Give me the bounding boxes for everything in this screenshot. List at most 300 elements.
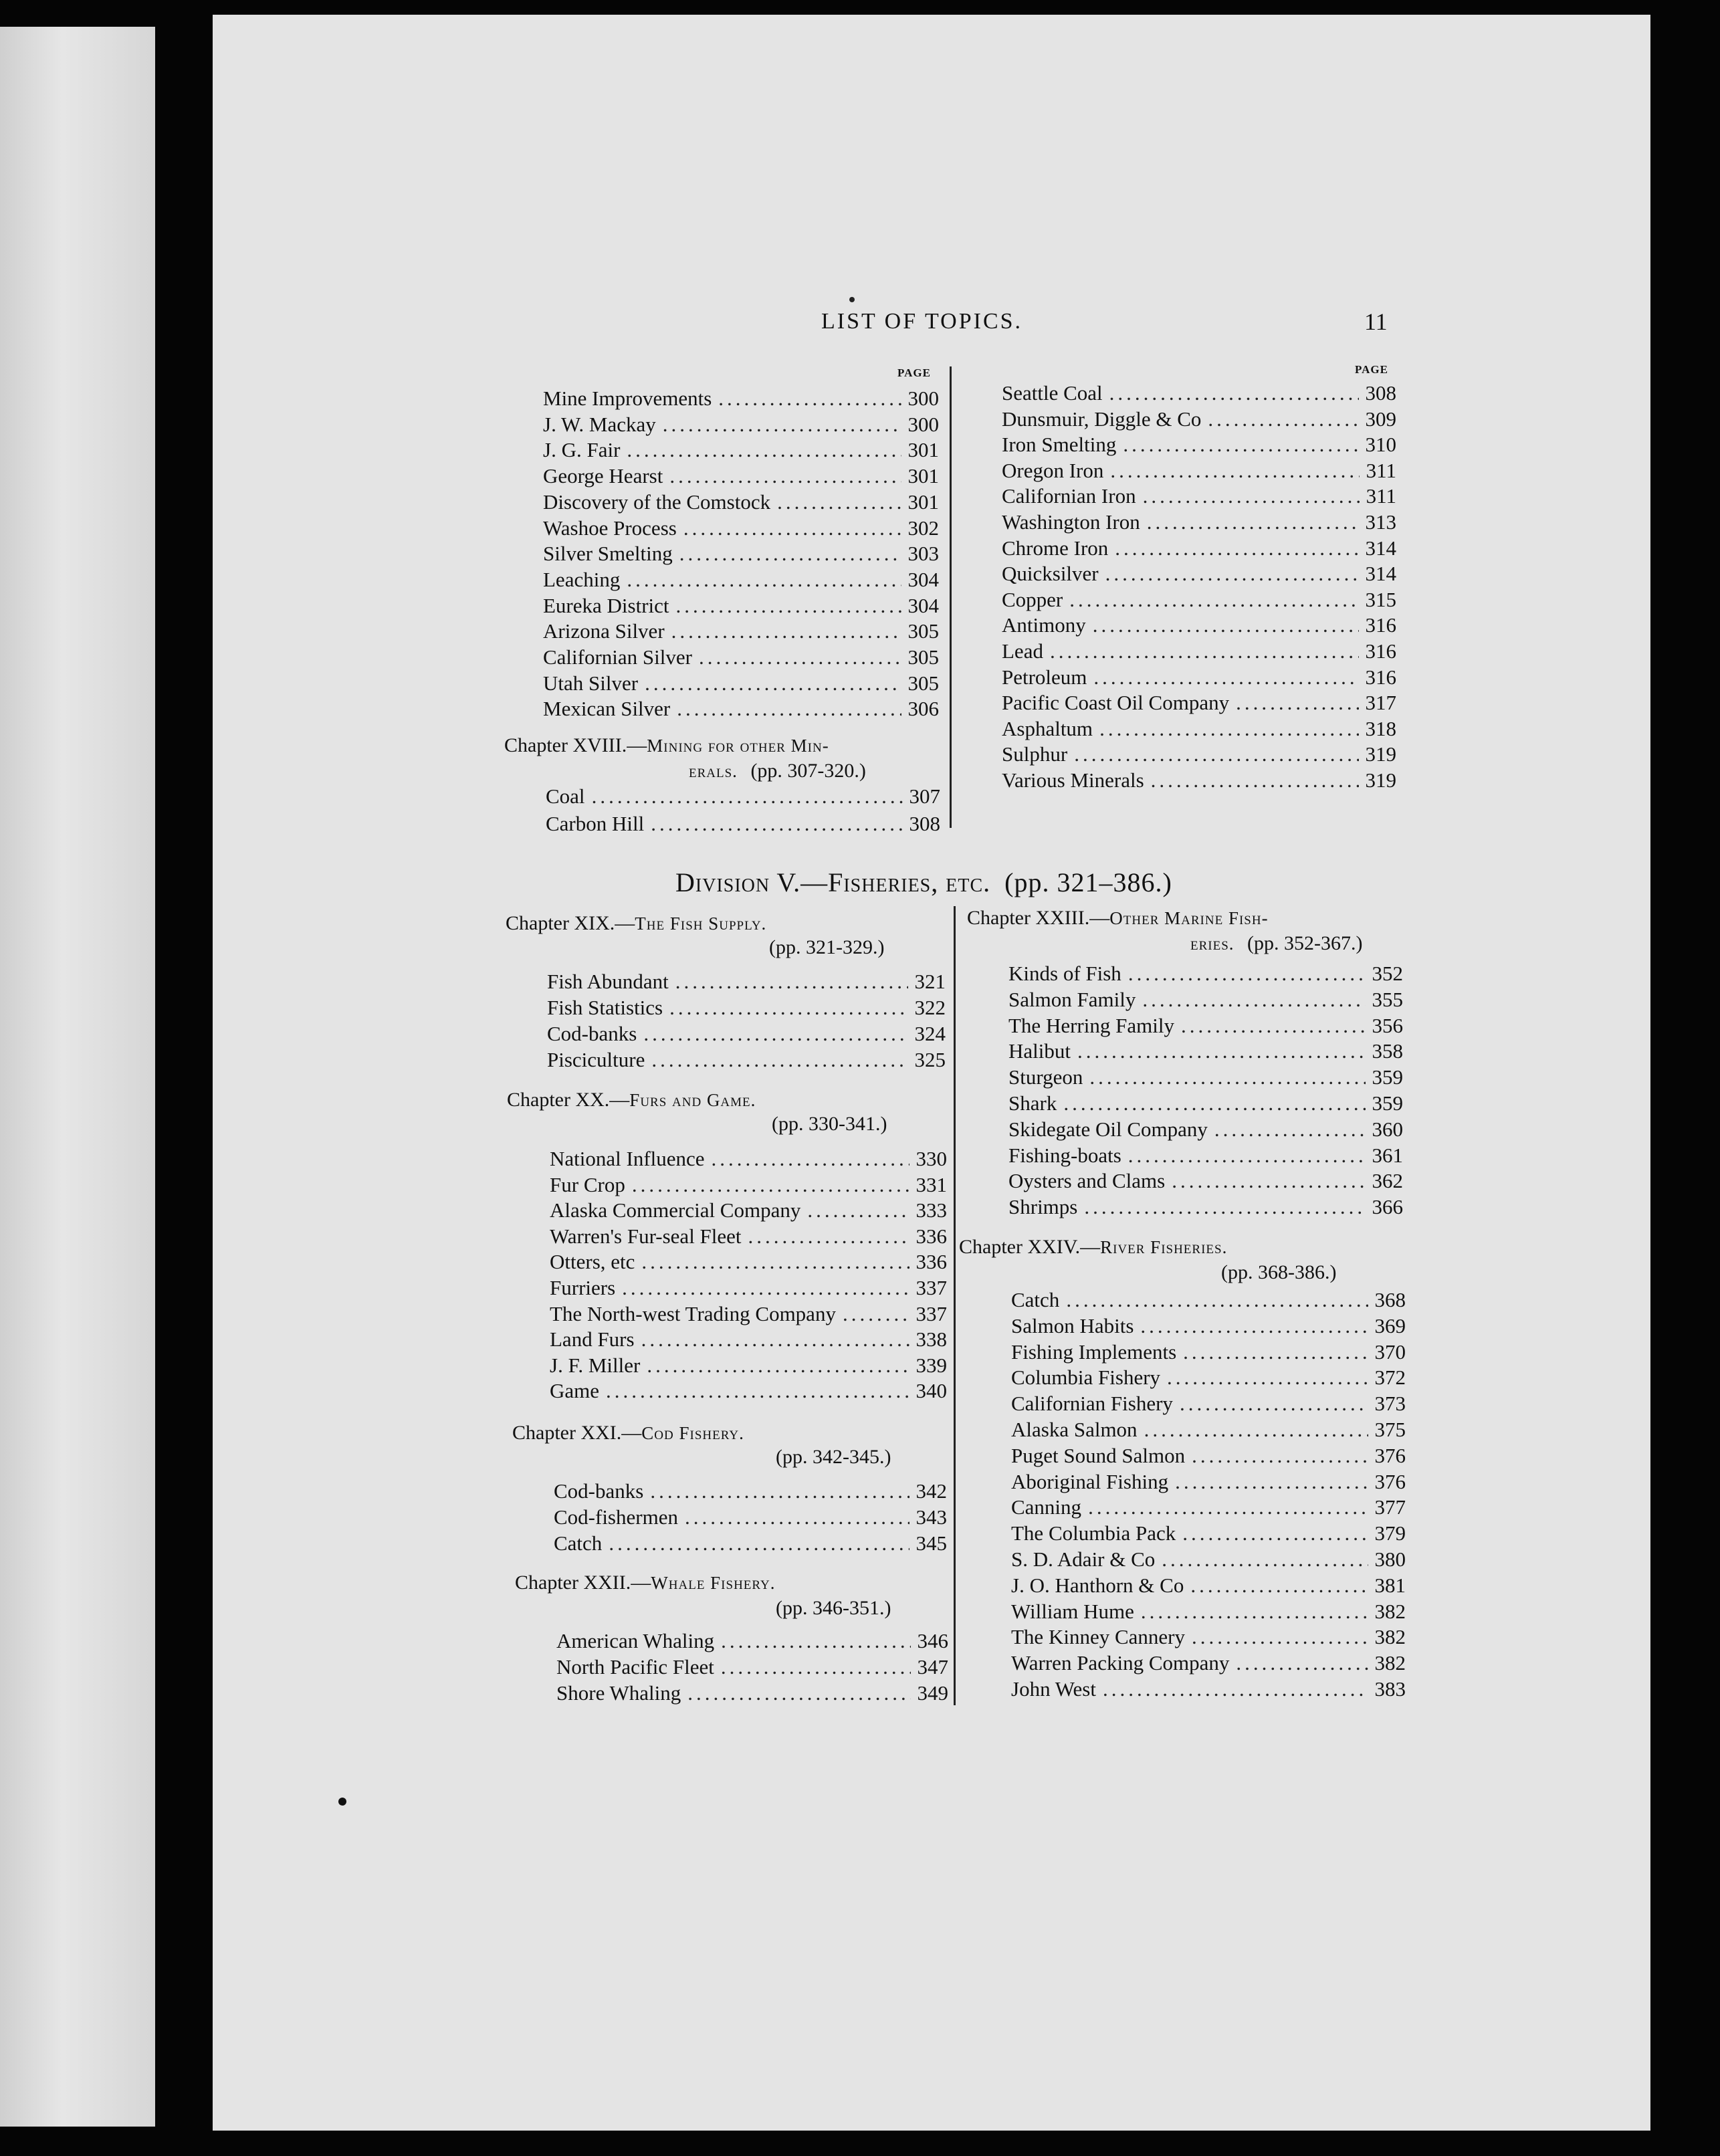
chapter-title-cont: erals. <box>689 761 738 781</box>
leader-dots <box>843 1303 909 1324</box>
toc-entry <box>543 673 939 693</box>
leader-dots <box>1099 718 1358 739</box>
toc-entry-page: 316 <box>1365 613 1396 637</box>
toc-entry-page: 338 <box>916 1327 947 1351</box>
chapter-20-pages: (pp. 330-341.) <box>772 1113 887 1135</box>
toc-entry-page: 308 <box>909 812 940 835</box>
toc-entry-page: 316 <box>1365 665 1396 689</box>
chapter-21-pages: (pp. 342-345.) <box>776 1446 891 1468</box>
toc-entry-page: 370 <box>1374 1340 1406 1364</box>
chapter-23-heading <box>967 908 1269 928</box>
toc-entry <box>1002 460 1396 481</box>
toc-entry-page: 300 <box>907 413 939 436</box>
chapter-22-heading <box>515 1573 776 1593</box>
toc-entry-page: 382 <box>1374 1625 1406 1648</box>
toc-entry-label: Game <box>550 1379 600 1402</box>
toc-entry-page: 336 <box>916 1224 947 1248</box>
toc-entry <box>543 569 939 590</box>
toc-entry-label: Shrimps <box>1008 1195 1078 1218</box>
toc-entry-page: 337 <box>916 1302 947 1325</box>
toc-entry <box>554 1507 947 1527</box>
toc-entry-label: Pacific Coast Oil Company <box>1002 691 1230 714</box>
toc-entry-page: 303 <box>907 542 939 565</box>
leader-dots <box>718 388 901 409</box>
leader-dots <box>1128 1145 1366 1166</box>
division-heading <box>675 867 1172 898</box>
toc-entry <box>1008 1119 1403 1140</box>
toc-entry <box>543 647 939 667</box>
leader-dots <box>1236 692 1358 713</box>
toc-entry-page: 375 <box>1374 1418 1406 1441</box>
toc-entry-page: 361 <box>1372 1144 1403 1167</box>
toc-entry <box>1008 1145 1403 1166</box>
leader-dots <box>1181 1015 1366 1036</box>
toc-entry <box>1011 1497 1406 1517</box>
leader-dots <box>1167 1367 1368 1388</box>
leader-dots <box>1192 1626 1368 1647</box>
toc-entry <box>1008 1170 1403 1191</box>
leader-dots <box>1110 460 1359 481</box>
leader-dots <box>622 1277 909 1298</box>
toc-entry <box>556 1630 948 1651</box>
toc-entry <box>1002 641 1396 661</box>
toc-entry <box>550 1303 947 1324</box>
toc-entry-page: 330 <box>916 1147 947 1170</box>
toc-entry <box>1008 1093 1403 1113</box>
leader-dots <box>1069 589 1358 610</box>
toc-entry-label: Mexican Silver <box>543 697 671 720</box>
toc-entry-page: 352 <box>1372 962 1403 985</box>
chapter-title: Cod Fishery. <box>641 1423 744 1443</box>
toc-entry-page: 310 <box>1365 433 1396 456</box>
toc-entry-label: Fish Statistics <box>547 996 663 1019</box>
toc-entry-page: 309 <box>1365 407 1396 431</box>
toc-entry <box>1002 512 1396 532</box>
toc-entry <box>547 1023 946 1044</box>
toc-entry-label: J. O. Hanthorn & Co <box>1011 1574 1184 1597</box>
toc-entry-page: 339 <box>916 1354 947 1377</box>
toc-entry-label: Utah Silver <box>543 671 639 695</box>
toc-entry-label: Iron Smelting <box>1002 433 1117 456</box>
toc-entry-page: 306 <box>907 697 939 720</box>
toc-entry-page: 340 <box>916 1379 947 1402</box>
toc-entry-label: Shore Whaling <box>556 1681 681 1705</box>
toc-entry-page: 383 <box>1374 1677 1406 1701</box>
toc-entry <box>543 465 939 486</box>
toc-entry <box>1002 486 1396 506</box>
toc-entry <box>1011 1652 1406 1673</box>
toc-entry-label: Discovery of the Comstock <box>543 490 771 514</box>
leader-dots <box>1162 1549 1368 1570</box>
toc-entry <box>547 1049 946 1070</box>
toc-entry <box>546 813 940 834</box>
leader-dots <box>1143 486 1360 506</box>
toc-entry-page: 301 <box>907 464 939 488</box>
toc-entry-label: Oregon Iron <box>1002 459 1104 482</box>
leader-dots <box>641 1329 909 1350</box>
leader-dots <box>1103 1679 1368 1699</box>
toc-entry-label: Cod-fishermen <box>554 1505 678 1529</box>
toc-entry <box>543 595 939 616</box>
ink-speck <box>849 297 855 302</box>
leader-dots <box>1123 434 1358 455</box>
chapter-21-heading <box>512 1423 744 1443</box>
division-pages: (pp. 321–386.) <box>1004 867 1172 897</box>
leader-dots <box>1144 1419 1368 1440</box>
toc-entry-page: 373 <box>1374 1392 1406 1415</box>
toc-entry <box>1011 1575 1406 1596</box>
toc-entry <box>1002 615 1396 635</box>
toc-entry-page: 366 <box>1372 1195 1403 1218</box>
leader-dots <box>1105 563 1359 584</box>
toc-entry-label: Seattle Coal <box>1002 381 1103 405</box>
leader-dots <box>671 621 901 641</box>
toc-entry-label: Catch <box>1011 1288 1060 1311</box>
toc-entry-label: Copper <box>1002 588 1063 611</box>
toc-entry <box>1011 1315 1406 1336</box>
toc-entry-label: Alaska Commercial Company <box>550 1198 801 1222</box>
toc-entry-label: Asphaltum <box>1002 717 1093 740</box>
toc-entry-page: 311 <box>1366 484 1396 508</box>
toc-entry-label: Californian Fishery <box>1011 1392 1173 1415</box>
toc-entry <box>1011 1679 1406 1699</box>
toc-entry-label: S. D. Adair & Co <box>1011 1547 1156 1571</box>
toc-entry-label: Warren's Fur-seal Fleet <box>550 1224 742 1248</box>
toc-entry-label: Sturgeon <box>1008 1065 1083 1089</box>
toc-entry <box>1002 589 1396 610</box>
toc-entry-page: 305 <box>907 645 939 669</box>
toc-entry-label: Cod-banks <box>547 1022 637 1045</box>
page-title: LIST OF TOPICS. <box>821 309 1023 334</box>
toc-entry <box>1011 1601 1406 1622</box>
leader-dots <box>1077 1041 1366 1061</box>
toc-entry-page: 324 <box>914 1022 946 1045</box>
toc-entry-label: Lead <box>1002 639 1043 663</box>
toc-entry <box>1011 1626 1406 1647</box>
leader-dots <box>676 595 901 616</box>
toc-entry <box>1011 1289 1406 1310</box>
leader-dots <box>1128 963 1366 984</box>
toc-entry-label: Fur Crop <box>550 1173 625 1196</box>
column-divider-top <box>950 366 952 828</box>
leader-dots <box>663 414 901 435</box>
leader-dots <box>1147 512 1359 532</box>
toc-entry-page: 369 <box>1374 1314 1406 1337</box>
toc-entry <box>1011 1471 1406 1492</box>
toc-entry <box>1011 1419 1406 1440</box>
toc-entry <box>1008 1041 1403 1061</box>
toc-entry <box>1002 538 1396 558</box>
toc-entry-label: George Hearst <box>543 464 663 488</box>
toc-entry-label: Mine Improvements <box>543 387 712 410</box>
toc-entry <box>1002 770 1396 790</box>
toc-entry-page: 372 <box>1374 1366 1406 1389</box>
toc-entry <box>1011 1393 1406 1414</box>
ink-speck <box>338 1798 346 1806</box>
leader-dots <box>721 1630 910 1651</box>
chapter-prefix: Chapter XVIII.— <box>504 734 647 756</box>
chapter-prefix: Chapter XXI.— <box>512 1422 642 1444</box>
toc-entry <box>1011 1523 1406 1543</box>
toc-entry-label: Quicksilver <box>1002 562 1099 585</box>
leader-dots <box>1088 1497 1368 1517</box>
toc-entry-page: 304 <box>907 568 939 591</box>
toc-entry-page: 346 <box>917 1629 948 1652</box>
toc-entry-page: 302 <box>907 516 939 540</box>
toc-entry-label: Antimony <box>1002 613 1086 637</box>
toc-entry <box>543 543 939 564</box>
toc-entry-page: 376 <box>1374 1444 1406 1467</box>
toc-entry <box>1011 1367 1406 1388</box>
toc-entry-label: Californian Silver <box>543 645 692 669</box>
leader-dots <box>651 1049 907 1070</box>
leader-dots <box>1089 1067 1365 1087</box>
toc-entry <box>556 1683 948 1703</box>
division-title: Fisheries, etc. <box>828 867 991 897</box>
toc-entry-label: Alaska Salmon <box>1011 1418 1138 1441</box>
toc-entry <box>1002 667 1396 687</box>
toc-entry <box>1008 1196 1403 1217</box>
toc-entry-page: 379 <box>1374 1521 1406 1545</box>
toc-entry <box>1002 434 1396 455</box>
toc-entry-label: Land Furs <box>550 1327 635 1351</box>
chapter-18-heading <box>504 736 829 756</box>
chapter-prefix: Chapter XX.— <box>507 1089 630 1111</box>
toc-entry-label: Columbia Fishery <box>1011 1366 1161 1389</box>
division-prefix: Division V.— <box>675 867 829 897</box>
leader-dots <box>1180 1393 1368 1414</box>
toc-entry-label: Canning <box>1011 1495 1082 1519</box>
toc-entry-label: Salmon Habits <box>1011 1314 1134 1337</box>
toc-entry-label: Washoe Process <box>543 516 677 540</box>
toc-entry-page: 359 <box>1372 1091 1403 1115</box>
leader-dots <box>650 1481 909 1501</box>
toc-entry <box>543 439 939 460</box>
toc-entry-label: Warren Packing Company <box>1011 1651 1230 1675</box>
toc-entry-page: 347 <box>917 1655 948 1679</box>
toc-entry-page: 307 <box>909 784 940 808</box>
chapter-title: The Fish Supply. <box>635 913 767 934</box>
toc-entry-label: Silver Smelting <box>543 542 673 565</box>
toc-entry-page: 301 <box>907 438 939 461</box>
toc-entry-label: Salmon Family <box>1008 988 1136 1011</box>
toc-entry-label: Catch <box>554 1531 603 1555</box>
toc-entry-page: 362 <box>1372 1169 1403 1192</box>
toc-entry <box>543 621 939 641</box>
toc-entry-page: 345 <box>916 1531 947 1555</box>
chapter-19-heading <box>506 913 766 934</box>
leader-dots <box>1140 1315 1368 1336</box>
toc-entry-label: J. G. Fair <box>543 438 621 461</box>
leader-dots <box>712 1148 909 1169</box>
chapter-pages: (pp. 307-320.) <box>750 760 866 782</box>
toc-entry <box>547 997 946 1018</box>
toc-entry-label: The Herring Family <box>1008 1014 1174 1037</box>
leader-dots <box>606 1380 909 1401</box>
page-number: 11 <box>1364 308 1388 335</box>
toc-entry-label: Carbon Hill <box>546 812 645 835</box>
toc-entry <box>556 1656 948 1677</box>
leader-dots <box>1084 1196 1365 1217</box>
leader-dots <box>1182 1523 1368 1543</box>
toc-entry-page: 305 <box>907 619 939 643</box>
toc-entry-label: Eureka District <box>543 594 669 617</box>
toc-entry <box>550 1200 947 1220</box>
leader-dots <box>592 786 903 806</box>
chapter-title: Other Marine Fish- <box>1109 908 1269 928</box>
toc-entry-page: 321 <box>914 970 946 993</box>
toc-entry-page: 382 <box>1374 1600 1406 1623</box>
toc-entry <box>554 1533 947 1553</box>
chapter-20-heading <box>507 1090 756 1110</box>
toc-entry-page: 314 <box>1365 536 1396 560</box>
leader-dots <box>1183 1341 1368 1362</box>
chapter-18-heading-cont <box>689 761 866 781</box>
leader-dots <box>1172 1170 1365 1191</box>
chapter-23-heading-cont <box>1190 934 1363 954</box>
toc-entry-label: Oysters and Clams <box>1008 1169 1166 1192</box>
chapter-19-pages: (pp. 321-329.) <box>769 936 885 958</box>
toc-entry <box>546 786 940 806</box>
toc-entry-label: Skidegate Oil Company <box>1008 1117 1208 1141</box>
toc-entry-label: Californian Iron <box>1002 484 1136 508</box>
toc-entry-label: Aboriginal Fishing <box>1011 1470 1169 1493</box>
toc-entry <box>543 492 939 512</box>
toc-entry-page: 305 <box>907 671 939 695</box>
column-divider-bottom <box>954 906 956 1705</box>
toc-entry <box>543 518 939 538</box>
adjacent-page-edge <box>0 27 155 2127</box>
toc-entry-page: 336 <box>916 1250 947 1273</box>
leader-dots <box>1063 1093 1365 1113</box>
toc-entry <box>550 1329 947 1350</box>
toc-entry-label: Coal <box>546 784 585 808</box>
toc-entry-page: 301 <box>907 490 939 514</box>
toc-entry-page: 322 <box>914 996 946 1019</box>
toc-entry <box>1011 1549 1406 1570</box>
toc-entry-label: Kinds of Fish <box>1008 962 1121 985</box>
toc-entry-page: 313 <box>1365 510 1396 534</box>
leader-dots <box>627 439 901 460</box>
toc-entry-label: American Whaling <box>556 1629 715 1652</box>
toc-entry <box>543 388 939 409</box>
toc-entry-label: Otters, etc <box>550 1250 635 1273</box>
leader-dots <box>1175 1471 1368 1492</box>
toc-entry <box>1008 963 1403 984</box>
chapter-title: River Fisheries. <box>1100 1237 1228 1257</box>
leader-dots <box>807 1200 909 1220</box>
chapter-title-cont: eries. <box>1190 934 1234 954</box>
chapter-22-pages: (pp. 346-351.) <box>776 1597 891 1619</box>
toc-entry-label: Fish Abundant <box>547 970 669 993</box>
leader-dots <box>675 971 908 992</box>
toc-entry <box>1002 744 1396 764</box>
toc-entry-page: 325 <box>914 1048 946 1071</box>
toc-entry-label: Sulphur <box>1002 742 1068 766</box>
toc-entry-label: Furriers <box>550 1276 616 1299</box>
toc-entry-page: 376 <box>1374 1470 1406 1493</box>
toc-entry-label: The Kinney Cannery <box>1011 1625 1185 1648</box>
chapter-title: Whale Fishery. <box>651 1573 776 1593</box>
toc-entry-label: Leaching <box>543 568 621 591</box>
page-column-label-left: PAGE <box>897 366 931 379</box>
leader-dots <box>647 1355 909 1376</box>
toc-entry-page: 300 <box>907 387 939 410</box>
leader-dots <box>1050 641 1359 661</box>
leader-dots <box>1190 1575 1368 1596</box>
toc-entry <box>543 698 939 719</box>
toc-entry-page: 333 <box>916 1198 947 1222</box>
toc-entry <box>1008 1015 1403 1036</box>
leader-dots <box>669 997 907 1018</box>
leader-dots <box>679 543 901 564</box>
toc-entry-label: J. W. Mackay <box>543 413 656 436</box>
toc-entry-label: Arizona Silver <box>543 619 665 643</box>
toc-entry <box>550 1355 947 1376</box>
toc-entry-page: 358 <box>1372 1039 1403 1063</box>
toc-entry-page: 368 <box>1374 1288 1406 1311</box>
leader-dots <box>1074 744 1358 764</box>
toc-entry-page: 356 <box>1372 1014 1403 1037</box>
toc-entry <box>1002 409 1396 429</box>
toc-entry-page: 342 <box>916 1479 947 1503</box>
toc-entry-page: 314 <box>1365 562 1396 585</box>
toc-entry-label: North Pacific Fleet <box>556 1655 714 1679</box>
leader-dots <box>1093 667 1358 687</box>
toc-entry-page: 318 <box>1365 717 1396 740</box>
toc-entry <box>550 1251 947 1272</box>
toc-entry-page: 319 <box>1365 768 1396 792</box>
leader-dots <box>632 1174 909 1195</box>
chapter-prefix: Chapter XXIV.— <box>959 1236 1101 1258</box>
toc-entry <box>550 1277 947 1298</box>
toc-entry <box>550 1148 947 1169</box>
toc-entry-label: Various Minerals <box>1002 768 1144 792</box>
leader-dots <box>1236 1652 1368 1673</box>
chapter-title: Mining for other Min- <box>647 736 829 756</box>
leader-dots <box>683 518 901 538</box>
leader-dots <box>643 1023 907 1044</box>
toc-entry-label: Halibut <box>1008 1039 1071 1063</box>
toc-entry-label: Puget Sound Salmon <box>1011 1444 1186 1467</box>
leader-dots <box>1142 989 1365 1010</box>
toc-entry-label: Shark <box>1008 1091 1057 1115</box>
leader-dots <box>627 569 901 590</box>
leader-dots <box>1151 770 1359 790</box>
leader-dots <box>641 1251 909 1272</box>
toc-entry-page: 380 <box>1374 1547 1406 1571</box>
toc-entry <box>554 1481 947 1501</box>
toc-entry <box>1011 1445 1406 1466</box>
toc-entry-label: National Influence <box>550 1147 705 1170</box>
toc-entry-page: 337 <box>916 1276 947 1299</box>
toc-entry-page: 360 <box>1372 1117 1403 1141</box>
toc-entry-page: 311 <box>1366 459 1396 482</box>
toc-entry-page: 317 <box>1365 691 1396 714</box>
leader-dots <box>677 698 901 719</box>
leader-dots <box>1066 1289 1368 1310</box>
chapter-pages: (pp. 352-367.) <box>1247 932 1363 954</box>
toc-entry <box>1008 989 1403 1010</box>
toc-entry-label: John West <box>1011 1677 1096 1701</box>
toc-entry <box>1002 692 1396 713</box>
toc-entry-page: 304 <box>907 594 939 617</box>
leader-dots <box>699 647 901 667</box>
toc-entry-page: 359 <box>1372 1065 1403 1089</box>
toc-entry-label: Chrome Iron <box>1002 536 1109 560</box>
toc-entry <box>550 1380 947 1401</box>
toc-entry-page: 319 <box>1365 742 1396 766</box>
